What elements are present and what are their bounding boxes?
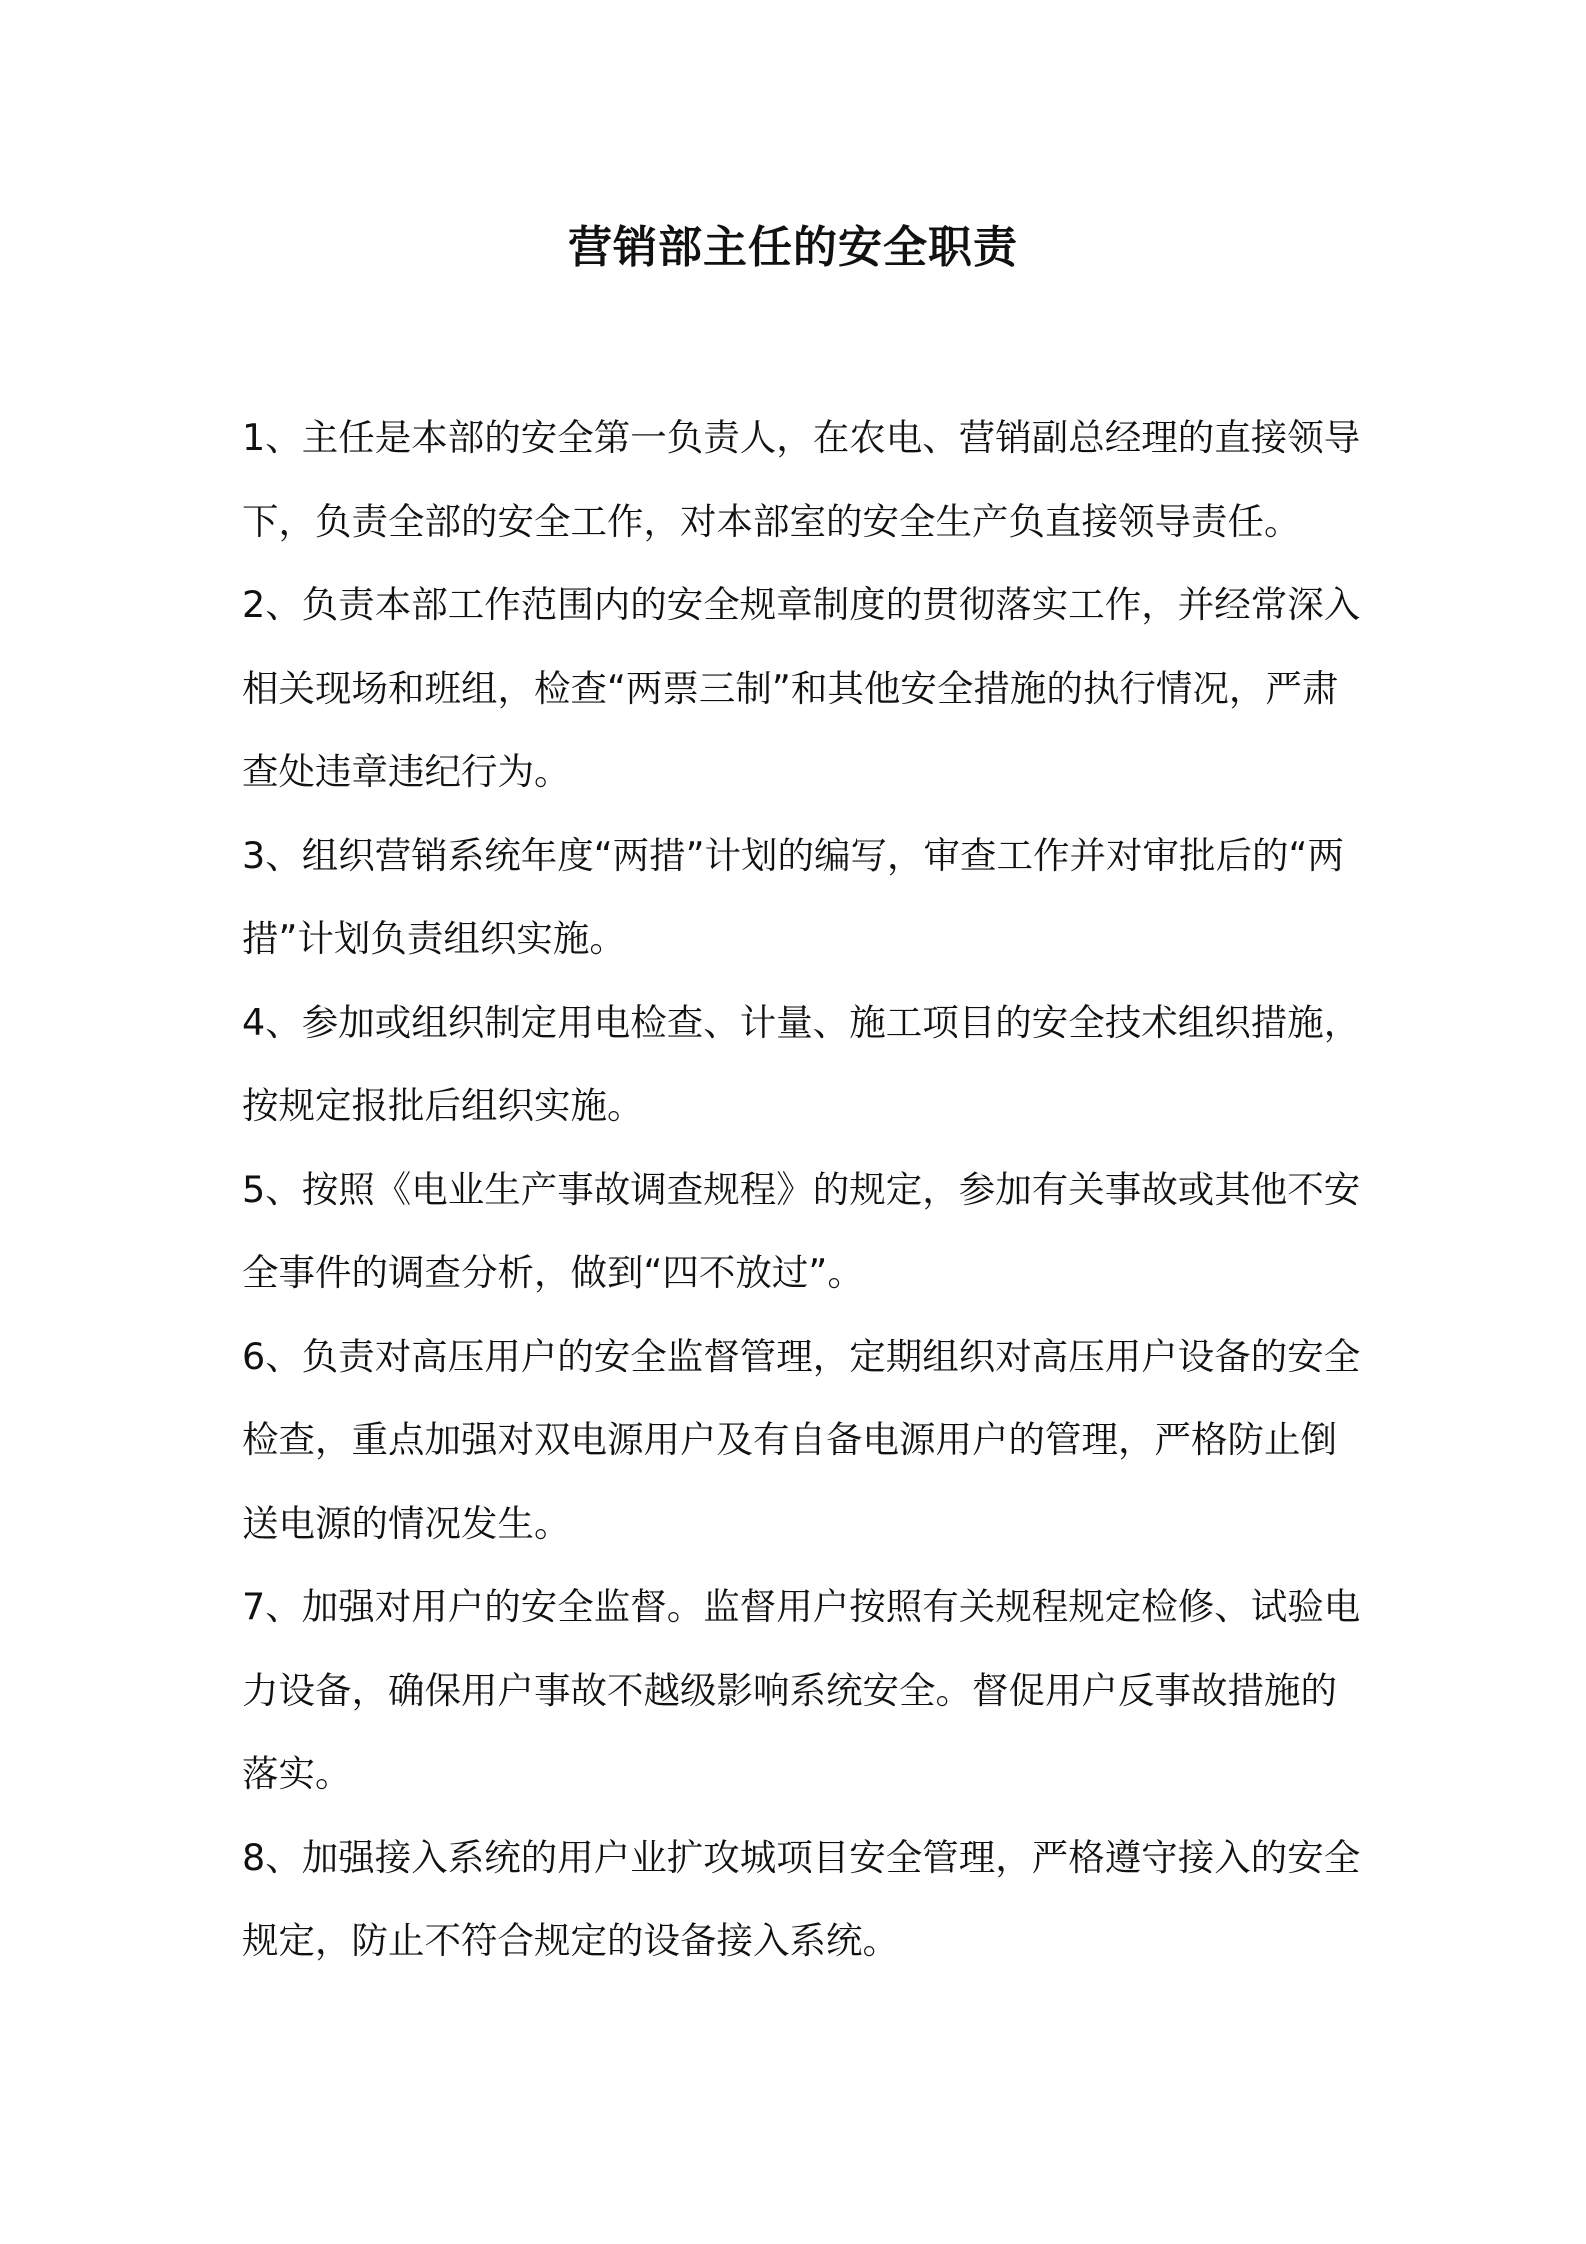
duty-item-4: 4、参加或组织制定用电检查、计量、施工项目的安全技术组织措施，按规定报批后组织实施。	[242, 1000, 1361, 1127]
duty-item-6: 6、负责对高压用户的安全监督管理，定期组织对高压用户设备的安全检查，重点加强对双电源用户及有自备电源用户的管理，严格防止倒送电源的情况发生。	[242, 1334, 1361, 1545]
duty-item-1: 1、主任是本部的安全第一负责人，在农电、营销副总经理的直接领导下，负责全部的安全工作，对本部室的安全生产负直接领导责任。	[242, 416, 1361, 543]
document-title: 营销部主任的安全职责	[568, 222, 1018, 273]
duty-item-3: 3、组织营销系统年度“两措”计划的编写，审查工作并对审批后的“两措”计划负责组织实施。	[242, 833, 1344, 960]
document-body	[242, 396, 1367, 1983]
duty-item-8: 8、加强接入系统的用户业扩攻城项目安全管理，严格遵守接入的安全规定，防止不符合规定的设备接入系统。	[242, 1835, 1361, 1962]
duty-item-7: 7、加强对用户的安全监督。监督用户按照有关规程规定检修、试验电力设备，确保用户事故不越级影响系统安全。督促用户反事故措施的落实。	[242, 1585, 1361, 1795]
duty-item-5: 5、按照《电业生产事故调查规程》的规定，参加有关事故或其他不安全事件的调查分析，做到“四不放过”。	[242, 1167, 1361, 1294]
duty-item-2: 2、负责本部工作范围内的安全规章制度的贯彻落实工作，并经常深入相关现场和班组，检查“两票三制”和其他安全措施的执行情况，严肃查处违章违纪行为。	[242, 583, 1361, 793]
